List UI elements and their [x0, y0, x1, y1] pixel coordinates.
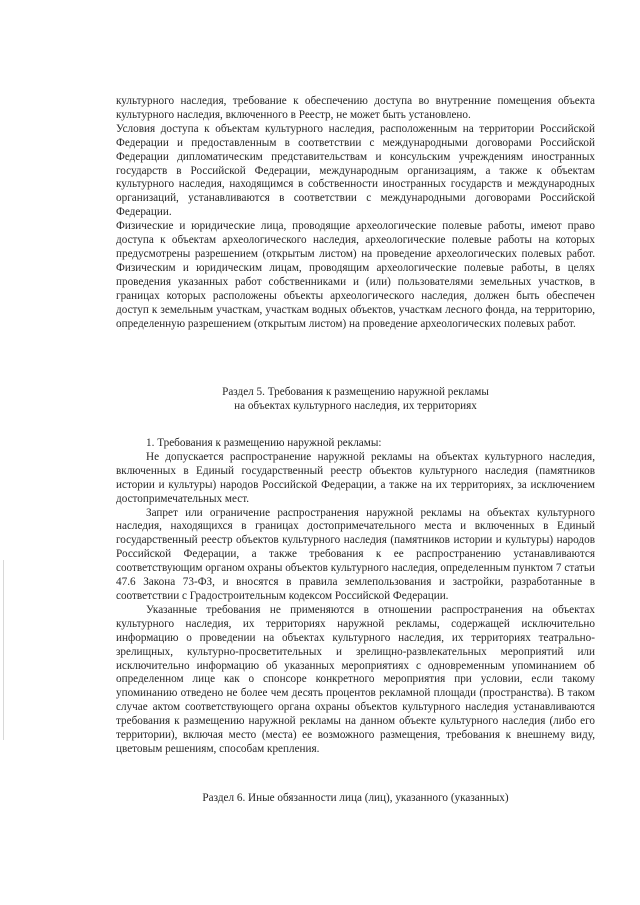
scan-edge-mark [3, 560, 4, 740]
paragraph-advertising-exceptions: Указанные требования не применяются в отношении распространения на объектах культурного наследия, их территориях наружной рекламы, содержащей исключительно информацию о проведении на объектах культурного наследия, их территориях театрально-зрелищных, культурно-просветительных и зрелищно-развлекательных мероприятий или исключительно информацию об указанных мероприятиях с одновременным упоминанием об определенном лице как о спонсоре конкретного мероприятия при условии, если такому упоминанию отведено не более чем десять процентов рекламной площади (пространства). В таком случае актом соответствующего органа охраны объектов культурного наследия устанавливаются требования к размещению наружной рекламы на данном объекте культурного наследия (либо его территории), включая место (места) ее возможного размещения, требования к внешнему виду, цветовым решениям, способам крепления. [116, 603, 595, 755]
access-conditions-block [116, 95, 595, 331]
section-6-heading: Раздел 6. Иные обязанности лица (лиц), указанного (указанных) [202, 792, 509, 804]
section-5-heading-line-2: на объектах культурного наследия, их территориях [234, 399, 477, 412]
paragraph-interior-access: культурного наследия, требование к обеспечению доступа во внутренние помещения объекта культурного наследия, включенного в Реестр, не может быть установлено. [116, 95, 595, 121]
paragraph-advertising-ban: Не допускается распространение наружной рекламы на объектах культурного наследия, включенных в Единый государственный реестр объектов культурного наследия (памятников истории и культуры) народов Российской Федерации, а также на их территориях, за исключением достопримечательных мест. [116, 450, 595, 505]
paragraph-requirements-intro: 1. Требования к размещению наружной рекламы: [146, 437, 382, 449]
paragraph-international-access: Условия доступа к объектам культурного наследия, расположенным на территории Российской Федерации и предоставленным в соответствии с международными договорами Российской Федерации дипломатическим представительствам и консульским учреждениям иностранных государств в Российской Федерации, международным организациям, а также к объектам культурного наследия, находящимся в собственности иностранных государств и международных организаций, устанавливаются в соответствии с международными договорами Российской Федерации. [116, 122, 595, 219]
section-5-heading [116, 386, 595, 414]
section-5-heading-line-1: Раздел 5. Требования к размещению наружной рекламы [222, 386, 489, 398]
advertising-requirements-block [116, 437, 595, 757]
paragraph-advertising-restriction: Запрет или ограничение распространения наружной рекламы на объектах культурного наследия, находящихся в границах достопримечательного места и включенных в Единый государственный реестр объектов культурного наследия (памятников истории и культуры) народов Российской Федерации, а также требования к ее распространению устанавливаются соответствующим органом охраны объектов культурного наследия, определенным пунктом 7 статьи 47.6 Закона 73-ФЗ, и вносятся в правила землепользования и застройки, разработанные в соответствии с Градостроительным кодексом Российской Федерации. [116, 506, 595, 602]
paragraph-archaeology-access: Физические и юридические лица, проводящие археологические полевые работы, имеют право доступа к объектам археологического наследия, археологические полевые работы на которых предусмотрены разрешением (открытым листом) на проведение археологических полевых работ. Физическим и юридическим лицам, проводящим археологические полевые работы, в целях проведения указанных работ собственниками и (или) пользователями земельных участков, в границах которых расположены объекты археологического наследия, должен быть обеспечен доступ к земельным участкам, участкам водных объектов, участкам лесного фонда, на территорию, определенную разрешением (открытым листом) на проведение археологических полевых работ. [116, 220, 595, 330]
